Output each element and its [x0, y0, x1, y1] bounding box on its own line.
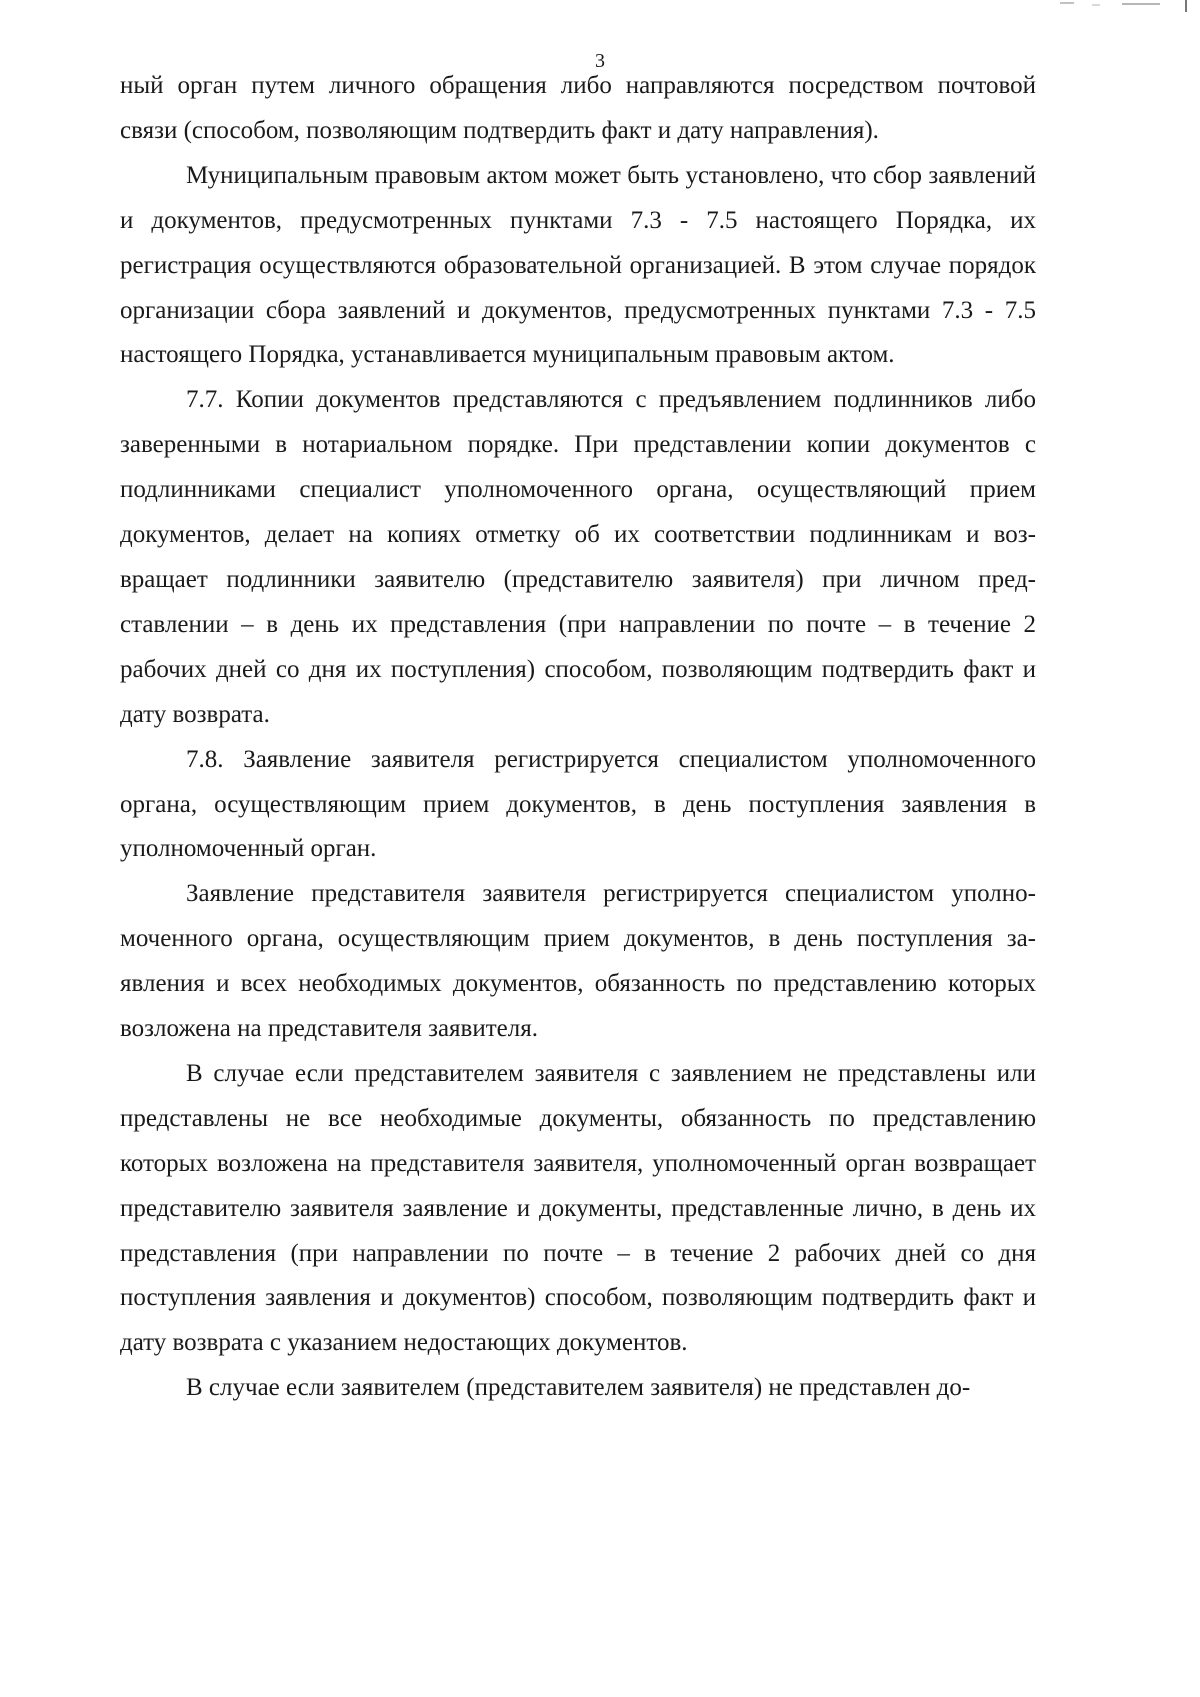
page-number: 3 [595, 50, 605, 72]
document-body [120, 64, 1036, 1411]
paragraph-municipal-act: Муниципальным правовым актом может быть установлено, что сбор заявлений и документов, предусмотренных пунктами 7.3 - 7.5 настоящего Порядка, их регистрация осуществляются образовательной организацией. В этом случае порядок организации сбора заявлений и документов, предусмотренных пунктами 7.3 - 7.5 настоящего Порядка, устанавливается муниципальным правовым актом. [120, 161, 1036, 369]
paragraph-continuation: ный орган путем личного обращения либо направляются посредством почтовой связи (способом, позволяющим подтвердить факт и дату направления). [120, 72, 1036, 144]
paragraph-final-continued: В случае если заявителем (представителем заявителя) не представлен до- [186, 1374, 971, 1402]
paragraph-representative-registration: Заявление представителя заявителя регистрируется специалистом уполномоченного органа, осуществляющим прием документов, в день поступления заявления и всех необходимых документов, обязанность по представлению которых возложена на представителя заявителя. [120, 880, 1036, 1043]
scan-edge-marks [860, 0, 1200, 14]
paragraph-7-8: 7.8. Заявление заявителя регистрируется специалистом уполномоченного органа, осуществляющим прием документов, в день поступления заявления в уполномоченный орган. [120, 745, 1036, 863]
paragraph-7-7: 7.7. Копии документов представляются с предъявлением подлинников либо заверенными в нотариальном порядке. При представлении копии документов с подлинниками специалист уполномоченного органа, осуществляющий прием документов, делает на копиях отметку об их соответствии подлинникам и возвращает подлинники заявителю (представителю заявителя) при личном представлении – в день их представления (при направлении по почте – в течение 2 рабочих дней со дня их поступления) способом, позволяющим подтвердить факт и дату возврата. [120, 386, 1036, 728]
paragraph-missing-documents: В случае если представителем заявителя с заявлением не представлены или представлены не все необходимые документы, обязанность по представлению которых возложена на представителя заявителя, уполномоченный орган возвращает представителю заявителя заявление и документы, представленные лично, в день их представления (при направлении по почте – в течение 2 рабочих дней со дня поступления заявления и документов) способом, позволяющим подтвердить факт и дату возврата с указанием недостающих документов. [120, 1059, 1036, 1357]
